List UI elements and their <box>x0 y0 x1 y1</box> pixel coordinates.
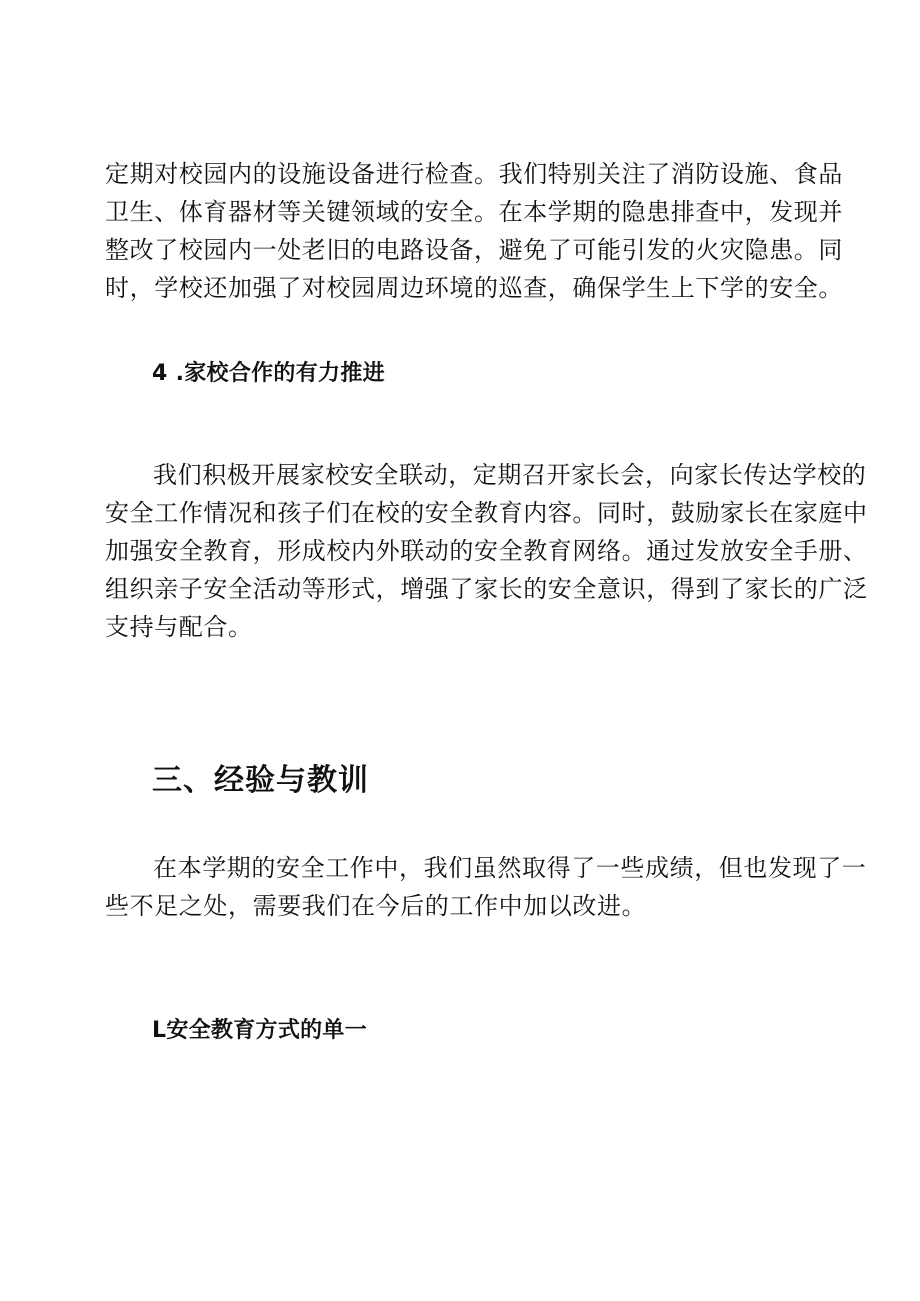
paragraph-home-school <box>105 456 868 646</box>
text-line: 时，学校还加强了对校园周边环境的巡查，确保学生上下学的安全。 <box>105 274 843 302</box>
text-line: 支持与配合。 <box>105 613 253 641</box>
text-line: 加强安全教育，形成校内外联动的安全教育网络。通过发放安全手册、 <box>105 537 868 565</box>
text-line: 在本学期的安全工作中，我们虽然取得了一些成绩，但也发现了一 <box>153 854 867 882</box>
text-line: 安全工作情况和孩子们在校的安全教育内容。同时，鼓励家长在家庭中 <box>105 499 868 527</box>
text-line: 定期对校园内的设施设备进行检查。我们特别关注了消防设施、食品 <box>105 160 843 188</box>
subheading-home-school-cooperation: 4 .家校合作的有力推进 <box>152 361 385 386</box>
paragraph-facility-inspection <box>105 155 843 307</box>
paragraph-lessons-intro <box>105 849 867 925</box>
section-heading-lessons: 三、经验与教训 <box>152 763 369 798</box>
text-line: 卫生、体育器材等关键领域的安全。在本学期的隐患排查中，发现并 <box>105 198 843 226</box>
text-line: 些不足之处，需要我们在今后的工作中加以改进。 <box>105 892 647 920</box>
subheading-education-method: L安全教育方式的单一 <box>152 1018 368 1043</box>
text-line: 组织亲子安全活动等形式，增强了家长的安全意识，得到了家长的广泛 <box>105 575 868 603</box>
text-line: 我们积极开展家校安全联动，定期召开家长会，向家长传达学校的 <box>153 461 867 489</box>
text-line: 整改了校园内一处老旧的电路设备，避免了可能引发的火灾隐患。同 <box>105 236 843 264</box>
